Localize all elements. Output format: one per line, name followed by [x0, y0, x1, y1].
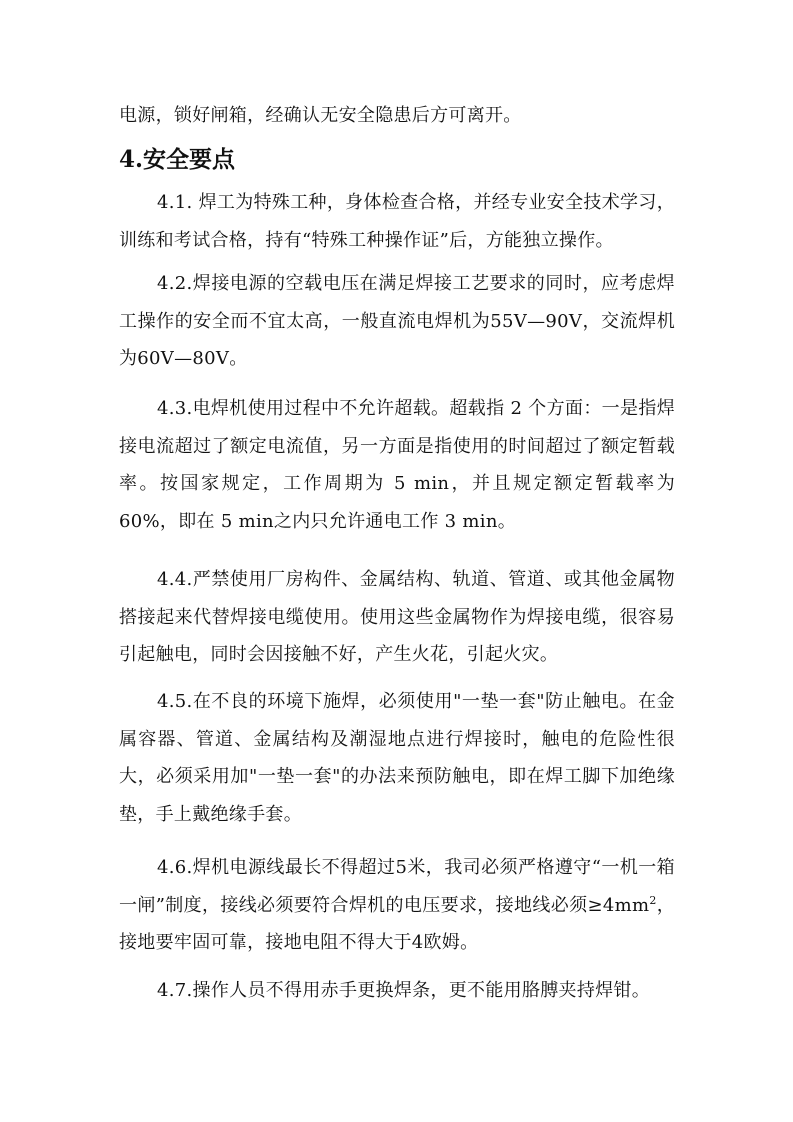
paragraph-4-7: 4.7.操作人员不得用赤手更换焊条，更不能用胳膊夹持焊钳。	[157, 980, 651, 1001]
paragraph-4-3: 4.3.电焊机使用过程中不允许超载。超载指 2 个方面：一是指焊接电流超过了额定电流值，另一方面是指使用的时间超过了额定暂载率。按国家规定，工作周期为 5 min，并且规定额定暂载率为 60%，即在 5 min之内只允许通电工作 3 min。	[119, 398, 675, 532]
paragraph-4-2: 4.2.焊接电源的空载电压在满足焊接工艺要求的同时，应考虑焊工操作的安全而不宜太高，一般直流电焊机为55V—90V，交流焊机为60V—80V。	[119, 273, 675, 369]
paragraph-4-6-text-a: 4.6.焊机电源线最长不得超过5米，我司必须严格遵守“一机一箱一闸”制度，接线必须要符合焊机的电压要求，接地线必须≥4mm	[119, 857, 675, 916]
paragraph-4-6	[119, 849, 675, 962]
superscript-two: 2	[649, 893, 657, 907]
paragraph-4-6-text-b: ，接地要牢固可靠，接地电阻不得大于4欧姆。	[119, 894, 675, 953]
paragraph-4-1: 4.1. 焊工为特殊工种，身体检查合格，并经专业安全技术学习，训练和考试合格，持有“特殊工种操作证”后，方能独立操作。	[119, 192, 675, 251]
continuation-paragraph: 电源，锁好闸箱，经确认无安全隐患后方可离开。	[119, 105, 522, 126]
section-heading: 4.安全要点	[119, 146, 236, 173]
paragraph-4-5: 4.5.在不良的环境下施焊，必须使用"一垫一套"防止触电。在金属容器、管道、金属结构及潮湿地点进行焊接时，触电的危险性很大，必须采用加"一垫一套"的办法来预防触电，即在焊工脚下加绝缘垫，手上戴绝缘手套。	[119, 691, 675, 825]
paragraph-4-4: 4.4.严禁使用厂房构件、金属结构、轨道、管道、或其他金属物搭接起来代替焊接电缆使用。使用这些金属物作为焊接电缆，很容易引起触电，同时会因接触不好，产生火花，引起火灾。	[119, 569, 675, 665]
